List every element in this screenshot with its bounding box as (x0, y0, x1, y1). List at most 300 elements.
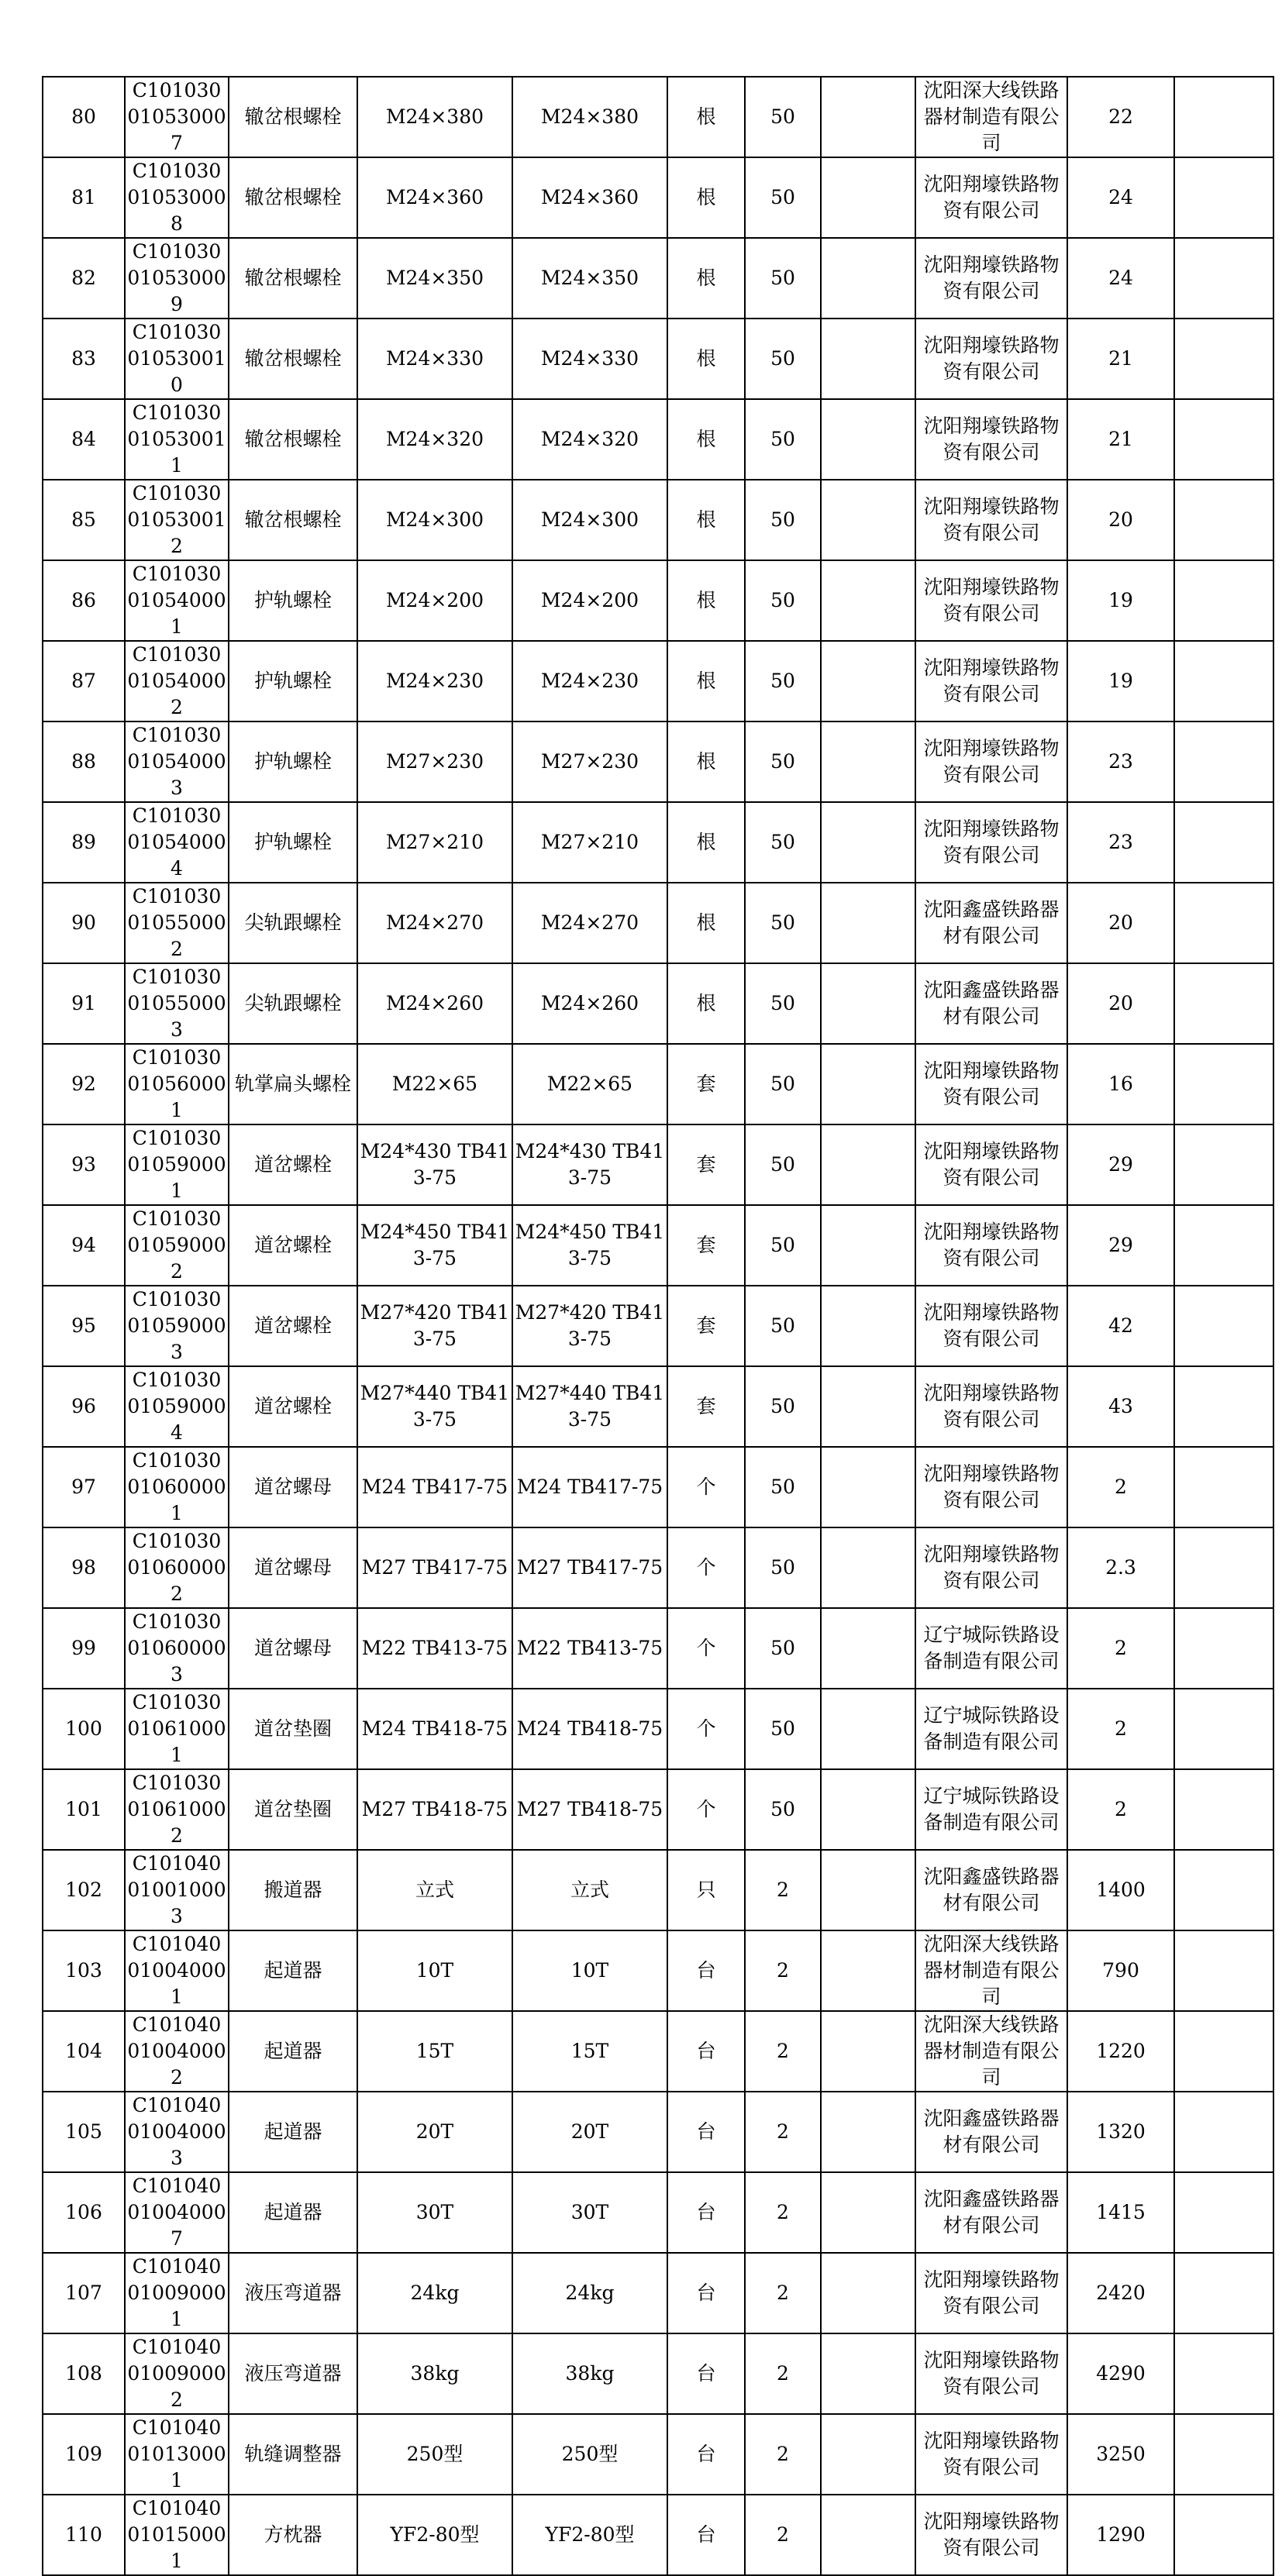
material-name-cell: 辙岔根螺栓 (229, 157, 357, 238)
table-row (43, 721, 1273, 802)
blank-cell (821, 1769, 915, 1850)
row-number-cell: 109 (43, 2414, 125, 2495)
material-code-cell: C101030010550003 (125, 963, 229, 1044)
specification-cell: M24 TB417-75 (357, 1447, 512, 1527)
blank-cell (821, 319, 915, 399)
remark-cell (1174, 2172, 1273, 2253)
price-cell: 24 (1067, 157, 1174, 238)
table-row (43, 2333, 1273, 2414)
supplier-cell: 沈阳翔壕铁路物资有限公司 (915, 560, 1067, 641)
row-number-cell: 94 (43, 1205, 125, 1286)
material-name-cell: 液压弯道器 (229, 2253, 357, 2333)
model-cell: M24×320 (512, 399, 667, 480)
material-code-cell: C101030010590003 (125, 1286, 229, 1366)
specification-cell: M24×360 (357, 157, 512, 238)
material-name-cell: 护轨螺栓 (229, 721, 357, 802)
specification-cell: M22 TB413-75 (357, 1608, 512, 1689)
material-name-cell: 起道器 (229, 2092, 357, 2172)
table-row (43, 2253, 1273, 2333)
table-row (43, 2172, 1273, 2253)
specification-cell: 24kg (357, 2253, 512, 2333)
unit-cell: 根 (667, 319, 745, 399)
unit-cell: 根 (667, 802, 745, 883)
supplier-cell: 沈阳鑫盛铁路器材有限公司 (915, 1850, 1067, 1930)
table-row (43, 399, 1273, 480)
blank-cell (821, 883, 915, 963)
row-number-cell: 99 (43, 1608, 125, 1689)
blank-cell (821, 2414, 915, 2495)
material-code-cell: C101030010530010 (125, 319, 229, 399)
price-cell: 2 (1067, 1608, 1174, 1689)
table-row (43, 319, 1273, 399)
unit-cell: 台 (667, 1930, 745, 2011)
remark-cell (1174, 1366, 1273, 1447)
supplier-cell: 沈阳翔壕铁路物资有限公司 (915, 238, 1067, 319)
specification-cell: M27*440 TB413-75 (357, 1366, 512, 1447)
supplier-cell: 沈阳翔壕铁路物资有限公司 (915, 1286, 1067, 1366)
specification-cell: 立式 (357, 1850, 512, 1930)
quantity-cell: 2 (745, 2495, 821, 2575)
unit-cell: 台 (667, 2172, 745, 2253)
remark-cell (1174, 1930, 1273, 2011)
table-row (43, 1527, 1273, 1608)
row-number-cell: 81 (43, 157, 125, 238)
unit-cell: 根 (667, 641, 745, 721)
supplier-cell: 沈阳翔壕铁路物资有限公司 (915, 399, 1067, 480)
model-cell: 10T (512, 1930, 667, 2011)
blank-cell (821, 963, 915, 1044)
remark-cell (1174, 2414, 1273, 2495)
material-name-cell: 道岔螺母 (229, 1527, 357, 1608)
price-cell: 19 (1067, 560, 1174, 641)
remark-cell (1174, 1850, 1273, 1930)
model-cell: M24×260 (512, 963, 667, 1044)
price-cell: 3250 (1067, 2414, 1174, 2495)
blank-cell (821, 1930, 915, 2011)
price-cell: 1415 (1067, 2172, 1174, 2253)
table-row (43, 1286, 1273, 1366)
unit-cell: 台 (667, 2495, 745, 2575)
blank-cell (821, 1608, 915, 1689)
supplier-cell: 沈阳翔壕铁路物资有限公司 (915, 2495, 1067, 2575)
material-name-cell: 护轨螺栓 (229, 641, 357, 721)
material-code-cell: C101030010600003 (125, 1608, 229, 1689)
quantity-cell: 2 (745, 1850, 821, 1930)
blank-cell (821, 2172, 915, 2253)
unit-cell: 个 (667, 1689, 745, 1769)
row-number-cell: 100 (43, 1689, 125, 1769)
model-cell: M24×270 (512, 883, 667, 963)
material-name-cell: 道岔螺栓 (229, 1286, 357, 1366)
quantity-cell: 50 (745, 1689, 821, 1769)
blank-cell (821, 1044, 915, 1124)
model-cell: 250型 (512, 2414, 667, 2495)
material-code-cell: C101030010530007 (125, 77, 229, 157)
quantity-cell: 50 (745, 319, 821, 399)
row-number-cell: 104 (43, 2011, 125, 2092)
table-row (43, 2011, 1273, 2092)
table-row (43, 1124, 1273, 1205)
specification-cell: M27 TB418-75 (357, 1769, 512, 1850)
specification-cell: 250型 (357, 2414, 512, 2495)
price-cell: 4290 (1067, 2333, 1174, 2414)
unit-cell: 根 (667, 399, 745, 480)
model-cell: M27 TB418-75 (512, 1769, 667, 1850)
supplier-cell: 沈阳翔壕铁路物资有限公司 (915, 1044, 1067, 1124)
quantity-cell: 50 (745, 963, 821, 1044)
unit-cell: 个 (667, 1447, 745, 1527)
supplier-cell: 沈阳翔壕铁路物资有限公司 (915, 2253, 1067, 2333)
row-number-cell: 89 (43, 802, 125, 883)
quantity-cell: 50 (745, 238, 821, 319)
specification-cell: M24×270 (357, 883, 512, 963)
price-cell: 23 (1067, 802, 1174, 883)
material-name-cell: 道岔螺栓 (229, 1124, 357, 1205)
remark-cell (1174, 1769, 1273, 1850)
quantity-cell: 2 (745, 2414, 821, 2495)
blank-cell (821, 157, 915, 238)
price-cell: 22 (1067, 77, 1174, 157)
supplier-cell: 沈阳翔壕铁路物资有限公司 (915, 2333, 1067, 2414)
specification-cell: M27 TB417-75 (357, 1527, 512, 1608)
remark-cell (1174, 802, 1273, 883)
quantity-cell: 2 (745, 2333, 821, 2414)
quantity-cell: 50 (745, 802, 821, 883)
supplier-cell: 辽宁城际铁路设备制造有限公司 (915, 1608, 1067, 1689)
unit-cell: 根 (667, 963, 745, 1044)
row-number-cell: 97 (43, 1447, 125, 1527)
table-row (43, 2495, 1273, 2575)
unit-cell: 个 (667, 1527, 745, 1608)
quantity-cell: 50 (745, 399, 821, 480)
material-code-cell: C101030010530008 (125, 157, 229, 238)
specification-cell: M27×210 (357, 802, 512, 883)
unit-cell: 台 (667, 2092, 745, 2172)
price-cell: 2420 (1067, 2253, 1174, 2333)
remark-cell (1174, 2333, 1273, 2414)
remark-cell (1174, 641, 1273, 721)
model-cell: M24*430 TB413-75 (512, 1124, 667, 1205)
unit-cell: 根 (667, 238, 745, 319)
supplier-cell: 沈阳翔壕铁路物资有限公司 (915, 641, 1067, 721)
material-name-cell: 轨缝调整器 (229, 2414, 357, 2495)
material-code-cell: C101030010560001 (125, 1044, 229, 1124)
material-name-cell: 尖轨跟螺栓 (229, 883, 357, 963)
table-row (43, 641, 1273, 721)
table-row (43, 560, 1273, 641)
material-name-cell: 辙岔根螺栓 (229, 77, 357, 157)
price-cell: 20 (1067, 883, 1174, 963)
specification-cell: M24×260 (357, 963, 512, 1044)
specification-cell: M27×230 (357, 721, 512, 802)
quantity-cell: 2 (745, 2253, 821, 2333)
specification-cell: M24×230 (357, 641, 512, 721)
blank-cell (821, 2011, 915, 2092)
price-cell: 42 (1067, 1286, 1174, 1366)
price-cell: 29 (1067, 1205, 1174, 1286)
price-cell: 21 (1067, 399, 1174, 480)
material-code-cell: C101030010540003 (125, 721, 229, 802)
blank-cell (821, 2495, 915, 2575)
material-name-cell: 辙岔根螺栓 (229, 480, 357, 560)
material-name-cell: 道岔垫圈 (229, 1689, 357, 1769)
blank-cell (821, 2092, 915, 2172)
material-name-cell: 方枕器 (229, 2495, 357, 2575)
model-cell: M24×350 (512, 238, 667, 319)
remark-cell (1174, 1044, 1273, 1124)
material-code-cell: C101030010530011 (125, 399, 229, 480)
unit-cell: 根 (667, 77, 745, 157)
table-row (43, 1850, 1273, 1930)
blank-cell (821, 1850, 915, 1930)
unit-cell: 台 (667, 2253, 745, 2333)
row-number-cell: 87 (43, 641, 125, 721)
specification-cell: M24×300 (357, 480, 512, 560)
unit-cell: 根 (667, 883, 745, 963)
blank-cell (821, 560, 915, 641)
remark-cell (1174, 480, 1273, 560)
price-cell: 2.3 (1067, 1527, 1174, 1608)
remark-cell (1174, 1286, 1273, 1366)
supplier-cell: 沈阳鑫盛铁路器材有限公司 (915, 883, 1067, 963)
material-code-cell: C101030010540004 (125, 802, 229, 883)
material-code-cell: C101030010600002 (125, 1527, 229, 1608)
quantity-cell: 50 (745, 883, 821, 963)
table-row (43, 1044, 1273, 1124)
table-row (43, 2092, 1273, 2172)
remark-cell (1174, 1447, 1273, 1527)
blank-cell (821, 1366, 915, 1447)
price-cell: 20 (1067, 963, 1174, 1044)
row-number-cell: 102 (43, 1850, 125, 1930)
remark-cell (1174, 1205, 1273, 1286)
blank-cell (821, 721, 915, 802)
model-cell: YF2-80型 (512, 2495, 667, 2575)
blank-cell (821, 2253, 915, 2333)
price-table (42, 76, 1274, 2576)
unit-cell: 台 (667, 2414, 745, 2495)
unit-cell: 根 (667, 157, 745, 238)
price-cell: 1400 (1067, 1850, 1174, 1930)
unit-cell: 台 (667, 2333, 745, 2414)
unit-cell: 根 (667, 721, 745, 802)
material-code-cell: C101040010150001 (125, 2495, 229, 2575)
unit-cell: 根 (667, 560, 745, 641)
quantity-cell: 50 (745, 1205, 821, 1286)
remark-cell (1174, 2495, 1273, 2575)
specification-cell: M27*420 TB413-75 (357, 1286, 512, 1366)
material-name-cell: 起道器 (229, 2011, 357, 2092)
model-cell: M24×330 (512, 319, 667, 399)
blank-cell (821, 2333, 915, 2414)
material-code-cell: C101030010590004 (125, 1366, 229, 1447)
material-code-cell: C101040010010003 (125, 1850, 229, 1930)
row-number-cell: 101 (43, 1769, 125, 1850)
table-row (43, 1769, 1273, 1850)
row-number-cell: 86 (43, 560, 125, 641)
specification-cell: M24×330 (357, 319, 512, 399)
material-code-cell: C101040010040001 (125, 1930, 229, 2011)
model-cell: 30T (512, 2172, 667, 2253)
price-cell: 24 (1067, 238, 1174, 319)
specification-cell: M22×65 (357, 1044, 512, 1124)
blank-cell (821, 1286, 915, 1366)
row-number-cell: 85 (43, 480, 125, 560)
row-number-cell: 82 (43, 238, 125, 319)
model-cell: M22×65 (512, 1044, 667, 1124)
price-cell: 2 (1067, 1447, 1174, 1527)
unit-cell: 个 (667, 1608, 745, 1689)
blank-cell (821, 1205, 915, 1286)
model-cell: M24 TB417-75 (512, 1447, 667, 1527)
material-name-cell: 辙岔根螺栓 (229, 399, 357, 480)
supplier-cell: 沈阳深大线铁路器材制造有限公司 (915, 1930, 1067, 2011)
quantity-cell: 50 (745, 1447, 821, 1527)
table-row (43, 1608, 1273, 1689)
supplier-cell: 沈阳翔壕铁路物资有限公司 (915, 319, 1067, 399)
price-cell: 790 (1067, 1930, 1174, 2011)
specification-cell: 10T (357, 1930, 512, 2011)
material-name-cell: 搬道器 (229, 1850, 357, 1930)
table-row (43, 883, 1273, 963)
price-cell: 1220 (1067, 2011, 1174, 2092)
row-number-cell: 110 (43, 2495, 125, 2575)
price-cell: 29 (1067, 1124, 1174, 1205)
unit-cell: 套 (667, 1124, 745, 1205)
blank-cell (821, 1527, 915, 1608)
table-row (43, 1930, 1273, 2011)
material-code-cell: C101040010130001 (125, 2414, 229, 2495)
material-code-cell: C101040010040003 (125, 2092, 229, 2172)
material-code-cell: C101030010590002 (125, 1205, 229, 1286)
remark-cell (1174, 399, 1273, 480)
remark-cell (1174, 963, 1273, 1044)
row-number-cell: 91 (43, 963, 125, 1044)
quantity-cell: 50 (745, 1608, 821, 1689)
quantity-cell: 2 (745, 2011, 821, 2092)
specification-cell: 30T (357, 2172, 512, 2253)
row-number-cell: 92 (43, 1044, 125, 1124)
model-cell: M27*440 TB413-75 (512, 1366, 667, 1447)
material-code-cell: C101030010590001 (125, 1124, 229, 1205)
remark-cell (1174, 2011, 1273, 2092)
blank-cell (821, 1447, 915, 1527)
remark-cell (1174, 1527, 1273, 1608)
unit-cell: 套 (667, 1366, 745, 1447)
quantity-cell: 50 (745, 1286, 821, 1366)
table-row (43, 1205, 1273, 1286)
model-cell: 24kg (512, 2253, 667, 2333)
table-body (43, 77, 1273, 2575)
blank-cell (821, 802, 915, 883)
supplier-cell: 沈阳翔壕铁路物资有限公司 (915, 721, 1067, 802)
remark-cell (1174, 1124, 1273, 1205)
row-number-cell: 84 (43, 399, 125, 480)
model-cell: M24×380 (512, 77, 667, 157)
supplier-cell: 辽宁城际铁路设备制造有限公司 (915, 1769, 1067, 1850)
unit-cell: 根 (667, 480, 745, 560)
model-cell: 38kg (512, 2333, 667, 2414)
row-number-cell: 107 (43, 2253, 125, 2333)
quantity-cell: 50 (745, 721, 821, 802)
table-row (43, 2414, 1273, 2495)
row-number-cell: 108 (43, 2333, 125, 2414)
row-number-cell: 93 (43, 1124, 125, 1205)
price-cell: 21 (1067, 319, 1174, 399)
quantity-cell: 50 (745, 560, 821, 641)
specification-cell: M24*450 TB413-75 (357, 1205, 512, 1286)
remark-cell (1174, 560, 1273, 641)
material-code-cell: C101040010040007 (125, 2172, 229, 2253)
material-name-cell: 护轨螺栓 (229, 802, 357, 883)
table-row (43, 77, 1273, 157)
material-code-cell: C101030010540002 (125, 641, 229, 721)
price-cell: 1320 (1067, 2092, 1174, 2172)
row-number-cell: 105 (43, 2092, 125, 2172)
quantity-cell: 2 (745, 2172, 821, 2253)
material-code-cell: C101040010090002 (125, 2333, 229, 2414)
blank-cell (821, 1689, 915, 1769)
material-name-cell: 道岔螺栓 (229, 1366, 357, 1447)
price-cell: 16 (1067, 1044, 1174, 1124)
remark-cell (1174, 319, 1273, 399)
table-row (43, 238, 1273, 319)
specification-cell: M24 TB418-75 (357, 1689, 512, 1769)
material-code-cell: C101030010600001 (125, 1447, 229, 1527)
specification-cell: M24×200 (357, 560, 512, 641)
quantity-cell: 50 (745, 641, 821, 721)
quantity-cell: 50 (745, 1527, 821, 1608)
blank-cell (821, 1124, 915, 1205)
material-name-cell: 轨掌扁头螺栓 (229, 1044, 357, 1124)
supplier-cell: 沈阳鑫盛铁路器材有限公司 (915, 2092, 1067, 2172)
material-name-cell: 尖轨跟螺栓 (229, 963, 357, 1044)
material-name-cell: 液压弯道器 (229, 2333, 357, 2414)
row-number-cell: 96 (43, 1366, 125, 1447)
material-name-cell: 道岔螺母 (229, 1608, 357, 1689)
unit-cell: 套 (667, 1205, 745, 1286)
model-cell: 15T (512, 2011, 667, 2092)
specification-cell: 15T (357, 2011, 512, 2092)
remark-cell (1174, 157, 1273, 238)
material-code-cell: C101030010610002 (125, 1769, 229, 1850)
row-number-cell: 95 (43, 1286, 125, 1366)
quantity-cell: 2 (745, 2092, 821, 2172)
model-cell: M27×210 (512, 802, 667, 883)
model-cell: M24*450 TB413-75 (512, 1205, 667, 1286)
supplier-cell: 沈阳翔壕铁路物资有限公司 (915, 1527, 1067, 1608)
row-number-cell: 88 (43, 721, 125, 802)
material-code-cell: C101040010090001 (125, 2253, 229, 2333)
supplier-cell: 沈阳深大线铁路器材制造有限公司 (915, 2011, 1067, 2092)
material-name-cell: 道岔螺栓 (229, 1205, 357, 1286)
blank-cell (821, 641, 915, 721)
table-row (43, 157, 1273, 238)
row-number-cell: 106 (43, 2172, 125, 2253)
row-number-cell: 83 (43, 319, 125, 399)
material-code-cell: C101040010040002 (125, 2011, 229, 2092)
specification-cell: M24×380 (357, 77, 512, 157)
row-number-cell: 90 (43, 883, 125, 963)
material-name-cell: 起道器 (229, 1930, 357, 2011)
model-cell: 20T (512, 2092, 667, 2172)
quantity-cell: 50 (745, 1044, 821, 1124)
table-row (43, 1447, 1273, 1527)
model-cell: M24 TB418-75 (512, 1689, 667, 1769)
price-cell: 23 (1067, 721, 1174, 802)
supplier-cell: 沈阳深大线铁路器材制造有限公司 (915, 77, 1067, 157)
unit-cell: 个 (667, 1769, 745, 1850)
